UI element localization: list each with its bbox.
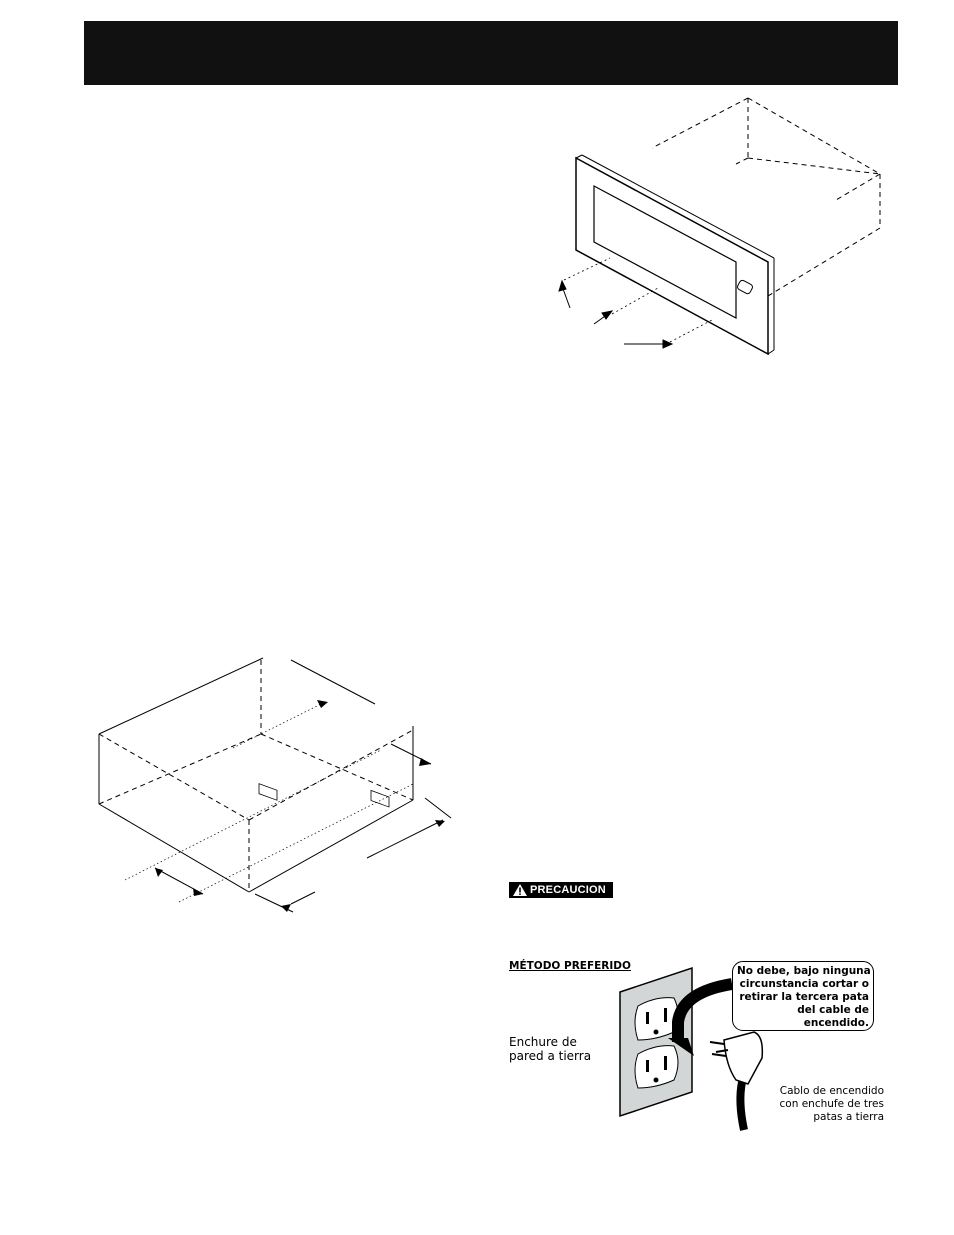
callout-box: No debe, bajo ninguna circunstancia cortar o retirar la tercera pata del cable de encendido.	[732, 961, 874, 1031]
bracket-rear	[259, 784, 277, 801]
warning-triangle-icon	[512, 883, 528, 897]
warning-label: PRECAUCION	[509, 882, 613, 898]
plug	[724, 1032, 762, 1084]
trim-kit-illustration	[540, 90, 900, 370]
preferred-method-heading: MÉTODO PREFERIDO	[509, 960, 631, 972]
power-cord	[740, 1082, 744, 1130]
header-bar	[84, 21, 898, 85]
bracket-front	[371, 790, 389, 807]
power-cord-label: Cablo de encendido con enchufe de tres patas a tierra	[779, 1085, 884, 1123]
outlet-label: Enchure de pared a tierra	[509, 1035, 592, 1063]
cabinet-bracket-illustration	[95, 650, 465, 920]
